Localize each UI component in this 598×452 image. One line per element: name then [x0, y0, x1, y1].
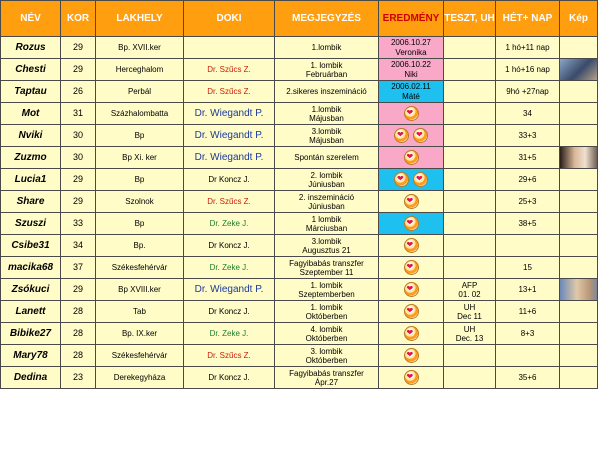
heart-icon — [404, 260, 419, 275]
note-cell — [275, 191, 379, 213]
table-row — [1, 345, 598, 367]
nick-cell: Bibike27 — [1, 323, 61, 345]
note-line: Szeptemberben — [298, 289, 355, 299]
test-cell — [444, 147, 496, 169]
week-cell: 9hó +27nap — [496, 81, 560, 103]
place-cell: Derekegyháza — [96, 367, 184, 389]
note-line: 1.lombik — [311, 104, 342, 114]
header-age: KOR — [61, 1, 96, 37]
age-cell: 28 — [61, 323, 96, 345]
note-line: 1 lombik — [311, 214, 342, 224]
note-line: Augusztus 21 — [302, 245, 351, 255]
table-row — [1, 125, 598, 147]
week-cell: 34 — [496, 103, 560, 125]
place-cell: Herceghalom — [96, 59, 184, 81]
heart-icon — [413, 128, 428, 143]
note-line: Szeptember 11 — [299, 267, 354, 277]
test-cell — [444, 103, 496, 125]
test-cell — [444, 213, 496, 235]
nick-cell: Nviki — [1, 125, 61, 147]
table-row — [1, 59, 598, 81]
photo-cell — [560, 103, 598, 125]
photo-cell — [560, 169, 598, 191]
photo-cell — [560, 367, 598, 389]
test-cell — [444, 191, 496, 213]
week-cell: 25+3 — [496, 191, 560, 213]
table-row — [1, 147, 598, 169]
note-line: Októberben — [305, 355, 348, 365]
doctor-cell: Dr. Zeke J. — [184, 257, 275, 279]
heart-icon — [404, 238, 419, 253]
note-cell — [275, 213, 379, 235]
doctor-cell: Dr Koncz J. — [184, 367, 275, 389]
doctor-cell: Dr Koncz J. — [184, 301, 275, 323]
table-row — [1, 323, 598, 345]
age-cell: 29 — [61, 59, 96, 81]
photo-cell — [560, 81, 598, 103]
result-cell — [379, 213, 444, 235]
photo-cell — [560, 191, 598, 213]
test-cell — [444, 235, 496, 257]
week-cell: 15 — [496, 257, 560, 279]
place-cell: Bp — [96, 125, 184, 147]
photo-cell — [560, 125, 598, 147]
table-row — [1, 103, 598, 125]
table-row — [1, 81, 598, 103]
age-cell: 29 — [61, 169, 96, 191]
result-cell — [379, 125, 444, 147]
doctor-cell: Dr. Wiegandt P. — [184, 279, 275, 301]
test-cell — [444, 257, 496, 279]
place-cell: Bp — [96, 169, 184, 191]
table-row — [1, 367, 598, 389]
table-row — [1, 279, 598, 301]
note-line: Márciusban — [305, 223, 348, 233]
result-cell — [379, 37, 444, 59]
heart-icon — [394, 128, 409, 143]
place-cell: Bp. XVII.ker — [96, 37, 184, 59]
place-cell: Tab — [96, 301, 184, 323]
note-line: Ápr.27 — [314, 377, 339, 387]
heart-icon — [404, 194, 419, 209]
heart-icon — [404, 304, 419, 319]
result-text: Veronika — [395, 47, 427, 57]
place-cell: Székesfehérvár — [96, 345, 184, 367]
nick-cell: Lucia1 — [1, 169, 61, 191]
test-line: Dec. 13 — [455, 333, 484, 343]
result-cell — [379, 367, 444, 389]
photo-cell — [560, 147, 598, 169]
nick-cell: macika68 — [1, 257, 61, 279]
result-cell — [379, 257, 444, 279]
header-place: LAKHELY — [96, 1, 184, 37]
photo-thumbnail — [560, 279, 598, 300]
note-cell — [275, 59, 379, 81]
note-line: Októberben — [305, 333, 348, 343]
place-cell: Bp. IX.ker — [96, 323, 184, 345]
note-cell — [275, 147, 379, 169]
result-text: 2006.02.11 — [391, 81, 431, 91]
doctor-cell: Dr. Wiegandt P. — [184, 125, 275, 147]
note-line: Májusban — [309, 113, 344, 123]
header-name: NÉV — [1, 1, 61, 37]
heart-icon — [404, 216, 419, 231]
photo-thumbnail — [560, 59, 598, 80]
doctor-cell: Dr. Szűcs Z. — [184, 59, 275, 81]
note-cell — [275, 323, 379, 345]
note-line: 1. lombik — [310, 60, 343, 70]
week-cell: 11+6 — [496, 301, 560, 323]
photo-cell — [560, 235, 598, 257]
age-cell: 29 — [61, 37, 96, 59]
header-photo: Kép — [560, 1, 598, 37]
table-row — [1, 235, 598, 257]
header-week: HÉT+ NAP — [496, 1, 560, 37]
age-cell: 29 — [61, 191, 96, 213]
week-cell: 38+5 — [496, 213, 560, 235]
photo-cell — [560, 323, 598, 345]
test-cell — [444, 37, 496, 59]
note-cell — [275, 279, 379, 301]
note-line: 1.lombik — [311, 43, 342, 52]
nick-cell: Zuzmo — [1, 147, 61, 169]
note-line: Októberben — [305, 311, 348, 321]
photo-cell — [560, 345, 598, 367]
note-cell — [275, 235, 379, 257]
test-cell — [444, 323, 496, 345]
age-cell: 30 — [61, 125, 96, 147]
note-line: Fagyibabás transzfer — [289, 258, 364, 268]
note-cell — [275, 37, 379, 59]
result-cell — [379, 323, 444, 345]
nick-cell: Dedina — [1, 367, 61, 389]
nick-cell: Lanett — [1, 301, 61, 323]
heart-icon — [404, 282, 419, 297]
test-cell — [444, 279, 496, 301]
doctor-cell: Dr. Wiegandt P. — [184, 103, 275, 125]
test-cell — [444, 301, 496, 323]
test-line: Dec 11 — [457, 311, 482, 321]
test-cell — [444, 367, 496, 389]
nick-cell: Csibe31 — [1, 235, 61, 257]
note-line: Februárban — [305, 69, 348, 79]
note-line: Májusban — [309, 135, 344, 145]
table-row — [1, 169, 598, 191]
age-cell: 30 — [61, 147, 96, 169]
heart-icon — [413, 172, 428, 187]
table-row — [1, 257, 598, 279]
result-cell — [379, 235, 444, 257]
header-row — [1, 1, 598, 37]
place-cell: Bp XVIII.ker — [96, 279, 184, 301]
place-cell: Százhalombatta — [96, 103, 184, 125]
doctor-cell: Dr Koncz J. — [184, 235, 275, 257]
table-row — [1, 213, 598, 235]
week-cell: 29+6 — [496, 169, 560, 191]
photo-cell — [560, 37, 598, 59]
note-cell — [275, 367, 379, 389]
test-cell — [444, 59, 496, 81]
week-cell: 8+3 — [496, 323, 560, 345]
age-cell: 31 — [61, 103, 96, 125]
age-cell: 23 — [61, 367, 96, 389]
note-line: Fagyibabás transzfer — [289, 368, 364, 378]
note-cell — [275, 257, 379, 279]
age-cell: 37 — [61, 257, 96, 279]
week-cell: 1 hó+16 nap — [496, 59, 560, 81]
result-text: 2006.10.22 — [390, 59, 432, 69]
note-line: Júniusban — [308, 179, 345, 189]
note-line: 1. lombik — [310, 280, 343, 290]
heart-icon — [404, 326, 419, 341]
photo-cell — [560, 257, 598, 279]
photo-cell — [560, 301, 598, 323]
place-cell: Bp — [96, 213, 184, 235]
doctor-cell: Dr. Szűcs Z. — [184, 191, 275, 213]
test-line: UH — [463, 324, 476, 334]
place-cell: Székesfehérvár — [96, 257, 184, 279]
result-cell — [379, 169, 444, 191]
heart-icon — [394, 172, 409, 187]
note-line: Spontán szerelem — [294, 153, 359, 162]
note-cell — [275, 345, 379, 367]
week-cell: 1 hó+11 nap — [496, 37, 560, 59]
heart-icon — [404, 348, 419, 363]
table-row — [1, 191, 598, 213]
test-line: UH — [463, 302, 476, 312]
place-cell: Bp Xi. ker — [96, 147, 184, 169]
note-cell — [275, 103, 379, 125]
age-cell: 28 — [61, 345, 96, 367]
result-cell — [379, 147, 444, 169]
heart-icon — [404, 150, 419, 165]
note-line: 3. lombik — [310, 346, 343, 356]
note-line: 2. lombik — [310, 170, 343, 180]
test-cell — [444, 169, 496, 191]
place-cell: Szolnok — [96, 191, 184, 213]
nick-cell: Mary78 — [1, 345, 61, 367]
nick-cell: Mot — [1, 103, 61, 125]
test-cell — [444, 81, 496, 103]
week-cell: 31+5 — [496, 147, 560, 169]
test-line: 01. 02 — [458, 289, 481, 299]
age-cell: 28 — [61, 301, 96, 323]
result-text: Niki — [404, 69, 418, 79]
table-row — [1, 301, 598, 323]
heart-icon — [404, 106, 419, 121]
note-cell — [275, 125, 379, 147]
week-cell: 13+1 — [496, 279, 560, 301]
photo-cell — [560, 213, 598, 235]
result-text: 2006.10.27 — [390, 37, 432, 47]
heart-icon — [404, 370, 419, 385]
age-cell: 33 — [61, 213, 96, 235]
week-cell — [496, 235, 560, 257]
doctor-cell: Dr. Szűcs Z. — [184, 345, 275, 367]
photo-cell — [560, 59, 598, 81]
note-cell — [275, 169, 379, 191]
doctor-cell — [184, 37, 275, 59]
place-cell: Perbál — [96, 81, 184, 103]
result-cell — [379, 191, 444, 213]
nick-cell: Zsókuci — [1, 279, 61, 301]
week-cell: 33+3 — [496, 125, 560, 147]
note-line: 3.lombik — [311, 126, 342, 136]
doctor-cell: Dr Koncz J. — [184, 169, 275, 191]
header-test: TESZT, UH — [444, 1, 496, 37]
result-cell — [379, 81, 444, 103]
note-line: 3.lombik — [311, 236, 342, 246]
age-cell: 26 — [61, 81, 96, 103]
doctor-cell: Dr. Zeke J. — [184, 213, 275, 235]
note-cell — [275, 81, 379, 103]
test-line: AFP — [461, 280, 478, 290]
note-line: 2.sikeres inszemináció — [286, 87, 367, 96]
doctor-cell: Dr. Szűcs Z. — [184, 81, 275, 103]
nick-cell: Szuszi — [1, 213, 61, 235]
age-cell: 29 — [61, 279, 96, 301]
photo-cell — [560, 279, 598, 301]
test-cell — [444, 345, 496, 367]
result-text: Máté — [402, 91, 420, 101]
note-line: 2. inszemináció — [298, 192, 355, 202]
test-cell — [444, 125, 496, 147]
result-cell — [379, 279, 444, 301]
result-cell — [379, 59, 444, 81]
nick-cell: Rozus — [1, 37, 61, 59]
note-line: 1. lombik — [310, 302, 343, 312]
nick-cell: Chesti — [1, 59, 61, 81]
result-cell — [379, 103, 444, 125]
doctor-cell: Dr. Zeke J. — [184, 323, 275, 345]
place-cell: Bp. — [96, 235, 184, 257]
table-row — [1, 37, 598, 59]
nick-cell: Taptau — [1, 81, 61, 103]
header-doctor: DOKI — [184, 1, 275, 37]
doctor-cell: Dr. Wiegandt P. — [184, 147, 275, 169]
week-cell — [496, 345, 560, 367]
result-cell — [379, 345, 444, 367]
age-cell: 34 — [61, 235, 96, 257]
header-note: MEGJEGYZÉS — [275, 1, 379, 37]
result-cell — [379, 301, 444, 323]
week-cell: 35+6 — [496, 367, 560, 389]
note-line: Júniusban — [308, 201, 345, 211]
nick-cell: Share — [1, 191, 61, 213]
note-cell — [275, 301, 379, 323]
photo-thumbnail — [560, 147, 598, 168]
header-result: EREDMÉNY — [379, 1, 444, 37]
note-line: 4. lombik — [310, 324, 343, 334]
